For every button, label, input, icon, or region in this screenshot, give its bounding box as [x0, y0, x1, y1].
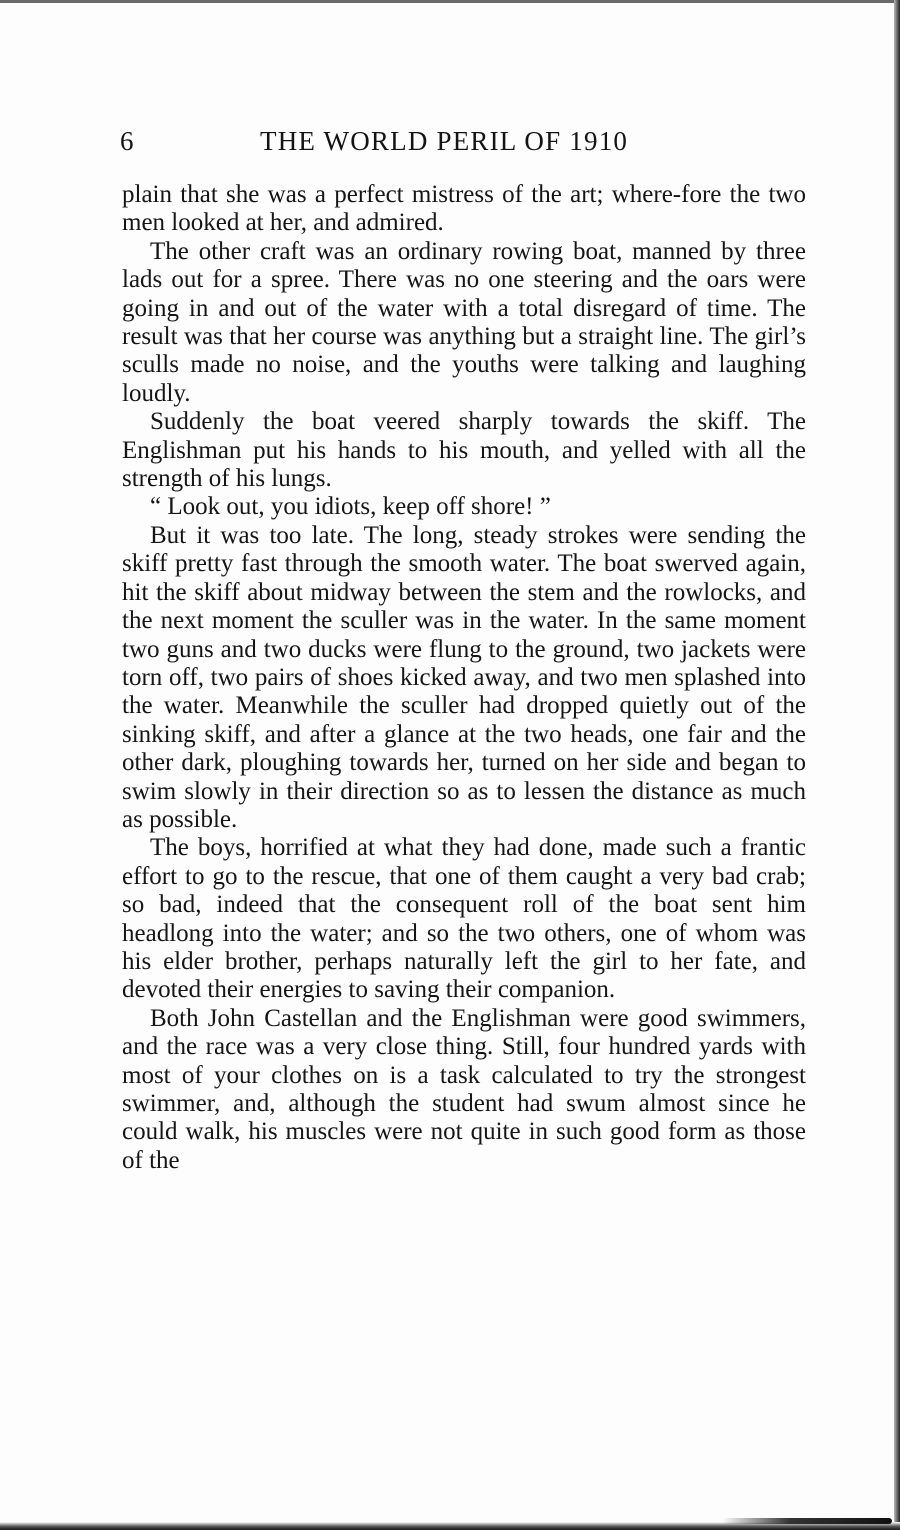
- paragraph-4: “ Look out, you idiots, keep off shore! ”: [150, 493, 551, 521]
- scan-edge-streak: [722, 1518, 892, 1524]
- running-title: THE WORLD PERIL OF 1910: [260, 126, 629, 156]
- scan-edge-top: [0, 0, 900, 3]
- body-text: [122, 181, 806, 1175]
- paragraph-1: plain that she was a perfect mistress of the art; where-fore the two men looked at her, and admired.: [122, 181, 806, 237]
- paragraph-5: But it was too late. The long, steady strokes were sending the skiff pretty fast through the smooth water. The boat swerved again, hit the skiff about midway between the stem and the rowlocks, and the next moment the sculler was in the water. In the same moment two guns and two ducks were flung to the ground, two jackets were torn off, two pairs of shoes kicked away, and two men splashed into the water. Meanwhile the sculler had dropped quietly out of the sinking skiff, and after a glance at the two heads, one fair and the other dark, ploughing towards her, turned on her side and began to swim slowly in their direction so as to lessen the distance as much as possible.: [122, 521, 806, 833]
- page-number: 6: [120, 126, 134, 156]
- paragraph-2: The other craft was an ordinary rowing boat, manned by three lads out for a spree. There was no one steering and the oars were going in and out of the water with a total disregard of time. The result was that her course was anything but a straight line. The girl’s sculls made no noise, and the youths were talking and laughing loudly.: [122, 237, 806, 407]
- paragraph-6: The boys, horrified at what they had done, made such a frantic effort to go to the rescue, that one of them caught a very bad crab; so bad, indeed that the consequent roll of the boat sent him headlong into the water; and so the two others, one of whom was his elder brother, perhaps naturally left the girl to her fate, and devoted their energies to saving their companion.: [122, 834, 806, 1004]
- page-header: [120, 126, 680, 166]
- scan-edge-right: [894, 0, 900, 1530]
- paragraph-3: Suddenly the boat veered sharply towards the skiff. The Englishman put his hands to his mouth, and yelled with all the strength of his lungs.: [122, 408, 806, 493]
- paragraph-7: Both John Castellan and the Englishman were good swimmers, and the race was a very close thing. Still, four hundred yards with most of your clothes on is a task calculated to try the strongest swimmer, and, although the student had swum almost since he could walk, his muscles were not quite in such good form as those of the: [122, 1004, 806, 1174]
